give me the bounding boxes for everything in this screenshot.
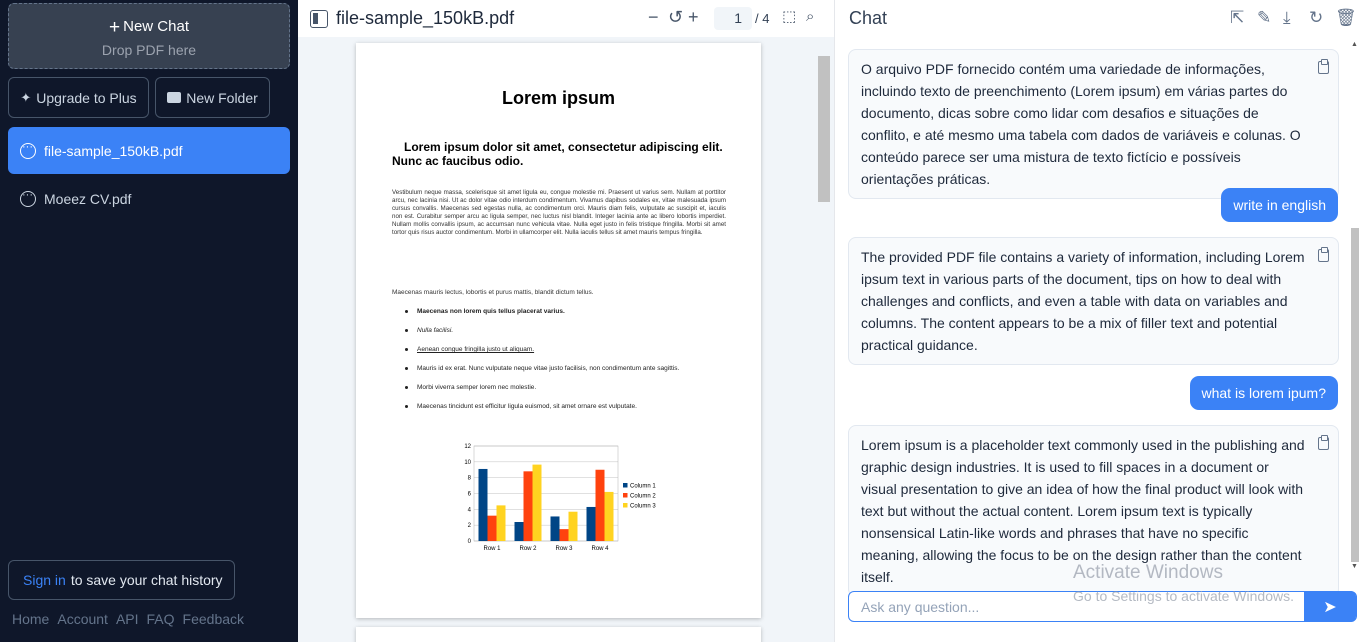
copy-icon[interactable] (1318, 437, 1329, 450)
doc-title: Lorem ipsum (501, 88, 616, 108)
chart-bar (533, 465, 542, 541)
pdf-page (356, 43, 761, 618)
message-text: The provided PDF file contains a variety of information, including Lorem ipsum text in various parts of the document, tips on how to deal with challenges and conflicts, and even a table with data on variables and columns. The content appears to be a mix of filler text and potential practical guidance. (861, 249, 1305, 353)
chart-bar (605, 492, 614, 541)
folder-plus-icon (167, 92, 181, 103)
chart-bar (551, 516, 560, 541)
pdf-viewer (298, 0, 834, 642)
footer-link-account[interactable]: Account (57, 611, 108, 627)
search-icon[interactable]: ⌕ (806, 8, 815, 25)
copy-icon[interactable] (1318, 249, 1329, 262)
new-folder-label: New Folder (186, 89, 258, 106)
zoom-in-icon[interactable]: + (688, 7, 699, 27)
chart-bar (479, 469, 488, 541)
pdf-file-name: file-sample_150kB.pdf (336, 8, 515, 28)
chart-bar (497, 505, 506, 541)
chat-scrollbar-thumb[interactable] (1351, 228, 1359, 562)
signin-prompt (8, 560, 235, 600)
chart-bar (488, 516, 497, 541)
zoom-out-icon[interactable]: − (648, 7, 659, 27)
assistant-message (848, 237, 1339, 365)
upgrade-button[interactable] (8, 77, 149, 118)
signin-text: to save your chat history (70, 572, 223, 588)
scroll-down-icon[interactable]: ▼ (1351, 563, 1358, 570)
download-icon[interactable]: ⤓ (1283, 8, 1291, 27)
edit-icon[interactable]: ✎ (1257, 8, 1272, 27)
user-message: write in english (1221, 188, 1338, 222)
chart-x-tick-label: Row 4 (591, 546, 609, 552)
doc-bullet-list (392, 307, 726, 421)
watermark-line: Go to Settings to activate Windows. (1073, 588, 1294, 604)
doc-paragraph: Maecenas mauris lectus, lobortis et purus mattis, blandit dictum tellus. (392, 289, 594, 296)
chat-bubble-icon (20, 191, 36, 207)
list-item: Nulla facilisi. (392, 326, 726, 335)
chart-bar (524, 471, 533, 541)
message-text: Lorem ipsum is a placeholder text commonly used in the publishing and graphic design industries. It is used to fill spaces in a document or visual presentation to give an idea of how the final product will look with text but without the actual content. Lorem ipsum text is typically nonsensical Latin-like words and phrases that have no specific meaning, allowing the focus to be on the design rather than the content itself. (861, 437, 1305, 585)
chart-legend-swatch (623, 503, 628, 508)
copy-icon[interactable] (1318, 61, 1329, 74)
chart-legend-label: Column 1 (630, 483, 656, 490)
conversation-item[interactable] (8, 127, 290, 174)
chat-bubble-icon (20, 143, 36, 159)
chart-y-tick-label: 12 (464, 444, 471, 450)
user-message: what is lorem ipum? (1190, 376, 1339, 410)
footer-link-faq[interactable]: FAQ (146, 611, 175, 627)
list-item: Mauris id ex erat. Nunc vulputate neque vitae justo facilisis, non condimentum ante sagittis. (392, 364, 726, 373)
chart-bar (515, 522, 524, 541)
send-button[interactable] (1304, 591, 1356, 622)
page-total: / 4 (755, 11, 770, 26)
chart-bar (569, 512, 578, 541)
select-text-icon[interactable]: ⬚ (782, 8, 797, 25)
chart-y-tick-label: 10 (464, 459, 471, 466)
new-chat-dropzone[interactable] (8, 3, 290, 69)
chart-legend-label: Column 2 (630, 493, 656, 500)
conversation-title: Moeez CV.pdf (44, 190, 132, 207)
plus-icon: + (109, 17, 121, 38)
chart-x-tick-label: Row 2 (519, 546, 537, 552)
sidebar-toggle-icon[interactable] (310, 10, 328, 28)
chart-legend-label: Column 3 (630, 503, 656, 510)
footer-link-home[interactable]: Home (12, 611, 50, 627)
sparkle-icon: ✦ (20, 89, 32, 105)
share-icon[interactable]: ⇱ (1230, 8, 1245, 27)
page-number-input[interactable]: 1 (714, 7, 752, 30)
message-text: O arquivo PDF fornecido contém uma variedade de informações, incluindo texto de preenchimento (Lorem ipsum) em várias partes do documento, dicas sobre como lidar com desafios e situações de conflito, e até mesmo uma tabela com dados de variáveis e colunas. O conteúdo parece ser uma mistura de texto fictício e possíveis orientações práticas. (861, 61, 1301, 187)
upgrade-label: Upgrade to Plus (36, 89, 137, 106)
chart-y-tick-label: 0 (467, 539, 471, 545)
chart-y-tick-label: 8 (467, 475, 471, 482)
chart-y-tick-label: 6 (467, 491, 471, 498)
doc-body-paragraph: Vestibulum neque massa, scelerisque sit amet ligula eu, congue molestie mi. Praesent ut varius sem. Nullam at porttitor arcu, nec lacinia nisi. Ut ac dolor vitae odio interdum condimentum. Vivamus dapibus sodales ex, vitae malesuada ipsum cursus convallis. Maecenas sed egestas nulla, ac condimentum orci. Mauris diam felis, vulputate ac suscipit et, iaculis non est. Curabitur semper arcu ac ligula semper, nec luctus nisl blandit. Integer lacinia ante ac libero lobortis imperdiet. Nullam mollis convallis ipsum, ac accumsan nunc vehicula vitae. Nulla eget justo in felis tristique fringilla. Morbi sit amet tortor quis risus auctor condimentum. Morbi in ullamcorper elit. Nulla iaculis tellus sit amet mauris tempus fringilla. (392, 189, 726, 237)
chart-bar (560, 529, 569, 541)
reset-zoom-icon[interactable]: ↺ (668, 7, 684, 27)
assistant-message (848, 49, 1339, 199)
footer-links (12, 611, 244, 627)
conversation-title: file-sample_150kB.pdf (44, 142, 183, 159)
trash-icon[interactable]: 🗑 (1335, 8, 1357, 27)
list-item: Aenean congue fringilla justo ut aliquam. (392, 345, 726, 354)
windows-watermark (1073, 562, 1294, 604)
list-item: Morbi viverra semper lorem nec molestie. (392, 383, 726, 392)
sidebar (0, 0, 298, 642)
list-item: Maecenas non lorem quis tellus placerat varius. (392, 307, 726, 316)
conversation-item[interactable] (8, 175, 290, 222)
pdf-scrollbar-thumb[interactable] (818, 56, 830, 202)
chart-legend-swatch (623, 493, 628, 498)
new-chat-button[interactable] (9, 17, 289, 39)
pdf-toolbar (298, 0, 834, 37)
watermark-line: Activate Windows (1073, 562, 1223, 583)
chat-pane (834, 0, 1359, 642)
drop-pdf-hint: Drop PDF here (101, 42, 197, 58)
footer-link-api[interactable]: API (115, 611, 139, 627)
new-chat-label: New Chat (123, 18, 189, 35)
chart-bar (596, 470, 605, 541)
footer-link-feedback[interactable]: Feedback (182, 611, 245, 627)
chart-y-tick-label: 4 (467, 507, 471, 514)
chart-x-tick-label: Row 3 (555, 546, 573, 552)
list-item: Maecenas tincidunt est efficitur ligula euismod, sit amet ornare est vulputate. (392, 402, 726, 411)
chat-title: Chat (849, 8, 888, 28)
chart-legend-swatch (623, 483, 628, 488)
send-icon: ➤ (1323, 598, 1337, 616)
chart-x-tick-label: Row 1 (483, 546, 501, 552)
pdf-page (356, 627, 761, 642)
chart-bar (587, 507, 596, 541)
chart-y-tick-label: 2 (467, 523, 471, 530)
signin-link[interactable]: Sign in (23, 572, 66, 588)
new-folder-button[interactable] (155, 77, 270, 118)
doc-bar-chart (456, 438, 676, 556)
scroll-up-icon[interactable]: ▲ (1351, 41, 1358, 48)
doc-subtitle: Lorem ipsum dolor sit amet, consectetur adipiscing elit. Nunc ac faucibus odio. (392, 140, 723, 168)
refresh-icon[interactable]: ↻ (1309, 8, 1324, 27)
